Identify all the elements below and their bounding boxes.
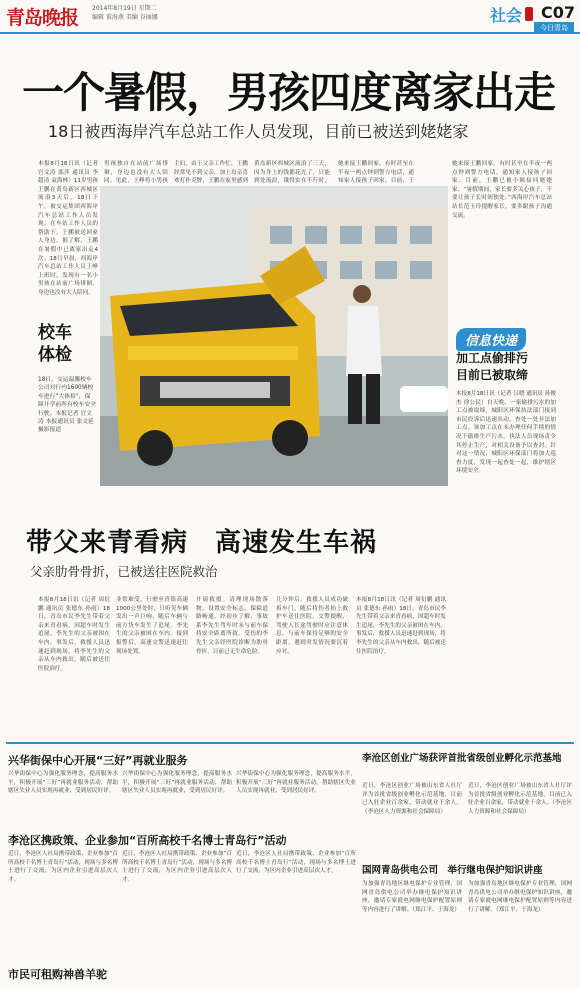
- story2-headline: 带父来青看病 高速发生车祸: [26, 528, 378, 558]
- bottom-text-4a: 近日，李沧区创业广场被山东省人社厅评为首批省级创业孵化示范基地，目前已入驻企业百余家，带动就业千余人。（李沧区人力资源和社会保障局）: [362, 783, 462, 815]
- bottom-text-1c: 兴华街保中心为强化服务理念，提高服务水平，积极开展“三好”再就业服务活动，帮助辖区失业人员实现再就业，受到居民好评。: [236, 771, 356, 795]
- bottom-text-1b: 兴华街保中心为强化服务理念，提高服务水平，积极开展“三好”再就业服务活动，帮助辖区失业人员实现再就业，受到居民好评。: [122, 771, 232, 795]
- section-divider: [6, 742, 574, 744]
- bottom-text-5a: 为加强青岛地区继电保护专业管理，国网青岛供电公司举办继电保护知识讲座，邀请专家就电网继电保护配置原则等内容进行了讲解。（郑江平、于海龙）: [362, 881, 462, 913]
- brief-headline: [456, 350, 528, 384]
- lead-column-5: 她来接王鹏回家。有时甚至在半夜一两点钟到警方电话，通知家人接孩子回家。目前，王: [338, 161, 414, 185]
- masthead: [0, 0, 580, 34]
- bottom-text-2c: 近日，李沧区人社局携带政策、企业参加“百所高校千名博士青岛行”活动，现场与多名博士进行了交流，为区内企业引进高层次人才。: [236, 851, 356, 875]
- photo-label-line-2: 体检: [38, 345, 72, 365]
- photo-label-line-1: 校车: [38, 323, 72, 343]
- lead-column-3: 主妇。由于父亲工作忙，王鹏经常见不到父亲，加上母亲喜欢打扑克牌，王鹏在家里感到: [174, 161, 248, 185]
- story2-column-3: 开展救援。清理现场散落物，设置安全标志，保障道路畅通。经初步了解，事故系李先生驾车时未与前车保持安全距离所致。受伤的李先生父亲经医院诊断为肋骨骨折，目前已无生命危险。: [196, 597, 268, 655]
- story2-column-1: 本报8月18日讯（记者 周衍鹏 通讯员 张德东 孙雨）18日，青岛市民李先生带着父亲来青看病，因超车时发生追尾，李先生的父亲被困在车内。事发后，救援人员迅速赶到现场，将李先生的父亲从车内救出，随后被送往医院治疗。: [38, 597, 110, 672]
- bottom-headline-1: 兴华街保中心开展“三好”再就业服务: [8, 754, 188, 767]
- bottom-headline-2: 李沧区携政策、企业参加“百所高校千名博士青岛行”活动: [8, 834, 287, 847]
- issue-editors: 编辑 董海燕 美编 谷丽娜: [92, 14, 158, 21]
- bottom-text-2b: 近日，李沧区人社局携带政策、企业参加“百所高校千名博士青岛行”活动，现场与多名博士进行了交流，为区内企业引进高层次人才。: [122, 851, 232, 883]
- issue-date: 2014年8月19日 星期二: [92, 5, 157, 12]
- bottom-headline-3: 市民可租购神兽羊驼: [8, 968, 107, 981]
- section-marker-icon: [525, 7, 533, 21]
- photo-label: [38, 322, 72, 366]
- page-number: C07: [540, 3, 575, 22]
- photo-caption: 18日，交运温馨校车公司对行内1600辆校车进行“大体检”，保障开学前所有校车安全行驶。本报记者 官文涛 本报通讯员 张文延 摄影报道: [38, 377, 96, 434]
- lead-headline: 一个暑假，男孩四度离家出走: [22, 68, 556, 117]
- section-subtitle: 今日青岛: [534, 22, 574, 34]
- story2-column-2: 非常难受。行驶至青银高速1000公里处时，只听见车辆发出一声巨响，随后车辆与前方货车发生了追尾。李先生的父亲被困在车内。接到报警后，高速交警迅速赶往现场处置。: [116, 597, 188, 655]
- lead-column-6: 她来接王鹏回家。有时甚至在半夜一两点钟到警方电话，通知家人接孩子回家。目前，王鹏已被小姨接回姥姥家。“暑假期间，家长要多关心孩子，不要让孩子长时间独处。”西海岸汽车总站站长范玉玲提醒家长，要多跟孩子沟通交流。: [452, 161, 552, 219]
- bottom-headline-4-text: 李沧区创业广场获评首批省级创业孵化示范基地: [362, 753, 562, 764]
- bottom-headline-5: 国网青岛供电公司 举行继电保护知识讲座: [362, 865, 543, 876]
- brief-headline-line-2: 目前已被取缔: [456, 368, 529, 382]
- bottom-headline-4: [362, 752, 572, 765]
- lead-column-1: 本报8月18日讯（记者 官文涛 邵萍 通讯员 李超清 袁海林）11岁男孩王鹏在黄岛新区西城区流浪3天后，18日下午，被交运集团西海岸汽车总站工作人员发现。在车站工作人员的帮助下，王鹏被送回家人身边。据了解，王鹏在暑假中已离家出走4次。18日早晨，西海岸汽车总站工作人员王峥上班时，发现有一名小男孩在站前广场徘徊，身边也没有大人陪同。: [38, 161, 98, 296]
- lead-column-4: 黄岛新区西城区流浪了三天，因为身上的钱都花光了，只能到处流浪，饿得实在不行时，: [254, 161, 330, 185]
- story2-column-4: 几分钟后，救援人员成功破拆车门，随后将伤者抬上救护车送往医院。交警提醒，驾驶人长途驾驶时应注意休息，与前车保持足够的安全距离，遇到突发情况要沉着应对。: [276, 597, 348, 655]
- brief-section-logo: 信息快递: [456, 328, 526, 351]
- brief-body: 本报8月18日讯（记者 吕晓 通讯员 孙俊杰 徐公民）自天晚，一家偷排污水的加工点被取缔，城阳区环保执法部门接到市民投诉后迅速出动，查处一处非法加工点。该加工点在未办理任何手续的情况下偷排生产污水。执法人员现场责令其停止生产，对相关设备予以查封。针对这一情况，城阳区环保部门将加大巡查力度，发现一起查处一起，维护辖区环境安全。: [456, 391, 556, 475]
- story2-column-5: 本报8月18日讯（记者 周衍鹏 通讯员 张德东 孙雨）18日，青岛市民李先生带着父亲来青看病，因超车时发生追尾，李先生的父亲被困在车内。事发后，救援人员迅速赶到现场，将李先生的父亲从车内救出，随后被送往医院治疗。: [356, 597, 446, 655]
- section-title: 社会: [489, 6, 522, 25]
- issue-meta: [92, 4, 158, 22]
- newspaper-logo: 青岛晚报: [6, 7, 79, 29]
- lead-subhead: 18日被西海岸汽车总站工作人员发现，目前已被送到姥姥家: [48, 122, 469, 141]
- bottom-text-4b: 近日，李沧区创业广场被山东省人社厅评为首批省级创业孵化示范基地，目前已入驻企业百余家，带动就业千余人。（李沧区人力资源和社会保障局）: [468, 783, 572, 815]
- school-bus-photo: [100, 186, 448, 486]
- bottom-text-2a: 近日，李沧区人社局携带政策、企业参加“百所高校千名博士青岛行”活动，现场与多名博士进行了交流，为区内企业引进高层次人才。: [8, 851, 118, 883]
- brief-headline-line-1: 加工点偷排污: [456, 351, 529, 365]
- bottom-text-5b: 为加强青岛地区继电保护专业管理，国网青岛供电公司举办继电保护知识讲座，邀请专家就电网继电保护配置原则等内容进行了讲解。（郑江平、于海龙）: [468, 881, 572, 913]
- story2-subhead: 父亲肋骨骨折，已被送往医院救治: [30, 564, 218, 579]
- bottom-text-1a: 兴华街保中心为强化服务理念，提高服务水平，积极开展“三好”再就业服务活动，帮助辖区失业人员实现再就业，受到居民好评。: [8, 771, 118, 795]
- lead-column-2: 男孩独自在站前广场徘徊，身边也没有大人陪同。见此，王峥将小男孩: [104, 161, 168, 185]
